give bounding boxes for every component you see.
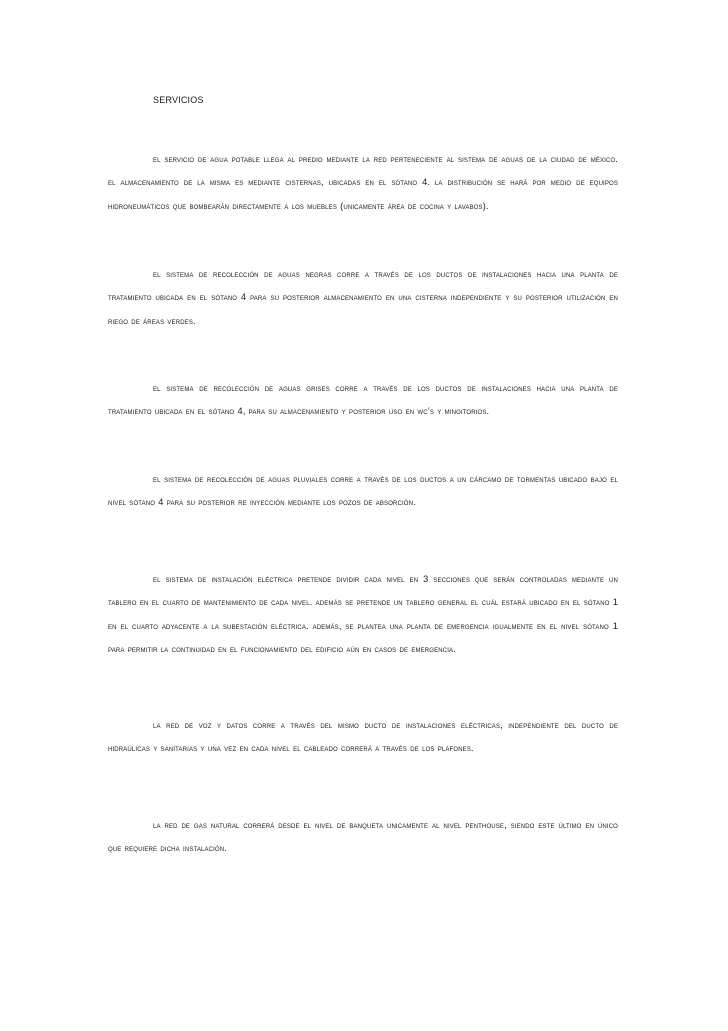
paragraph-agua-potable: el servicio de agua potable llega al predio mediante la red perteneciente al sistema de aguas de la ciudad de méxico. el almacenamiento de la misma es mediante cisternas, ubicadas en el sótano 4. la distribución se hará por medio de equipos hidroneumáticos que bombearán directamente a los muebles (unicamente área de cocina y lavabos). — [108, 154, 618, 211]
section-heading: SERVICIOS — [153, 95, 204, 105]
paragraph-gas-natural: la red de gas natural correrá desde el nivel de banqueta unicamente al nivel penthouse, siendo este último en único que requiere dicha instalación. — [108, 820, 618, 854]
paragraph-aguas-negras: el sistema de recolección de aguas negras corre a través de los ductos de instalaciones hacia una planta de tratamiento ubicada en el sótano 4 para su posterior almacenamiento en una cisterna independiente y su posterior utilización en riego de áreas verdes. — [108, 269, 618, 326]
paragraph-instalacion-electrica: el sistema de instalación eléctrica pretende dividir cada nivel en 3 secciones que serán controladas mediante un tablero en el cuarto de mantenimiento de cada nivel. además se pretende un tablero general el cuál estará ubicado en el sótano 1 en el cuarto adyacente a la subestación eléctrica. además, se plantea una planta de emergencia igualmente en el nivel sótano 1 para permitir la continuidad en el funcionamiento del edificio aún en casos de emergencia. — [108, 574, 618, 655]
paragraph-voz-datos: la red de voz y datos corre a través del mismo ducto de instalaciones eléctricas, independiente del ducto de hidraúlicas y sanitarias y una vez en cada nivel el cableado correrá a través de los plafones. — [108, 720, 618, 754]
paragraph-aguas-pluviales: el sistema de recolección de aguas pluviales corre a través de los ductos a un cárcamo de tormentas ubicado bajo el nivel sótano 4 para su posterior re inyección mediante los pozos de absorción. — [108, 474, 618, 508]
paragraph-aguas-grises: el sistema de recolección de aguas grises corre a través de los ductos de instalaciones hacia una planta de tratamiento ubicada en el sótano 4, para su almacenamiento y posterior uso en wc’s y mingitorios. — [108, 383, 618, 417]
